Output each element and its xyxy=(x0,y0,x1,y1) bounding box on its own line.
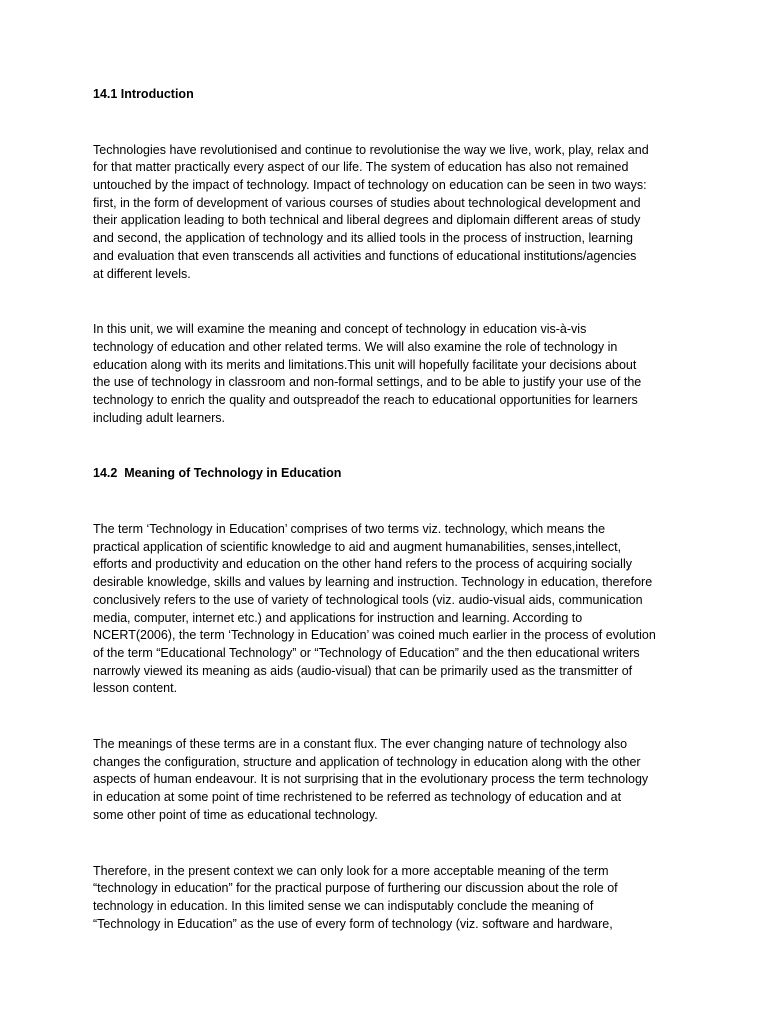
meaning-paragraph-1: The term ‘Technology in Education’ comprises of two terms viz. technology, which means the practical application of scientific knowledge to aid and augment humanabilities, senses,intellect, efforts and productivity and education on the other hand refers to the process of acquiring socially desirable knowledge, skills and values by learning and instruction. Technology in education, therefore conclusively refers to the use of variety of technological tools (viz. audio-visual aids, communication media, computer, internet etc.) and applications for instruction and learning. According to NCERT(2006), the term ‘Technology in Education’ was coined much earlier in the process of evolution of the term “Educational Technology” or “Technology of Education” and the then educational writers narrowly viewed its meaning as aids (audio-visual) that can be primarily used as the transmitter of lesson content. xyxy=(93,522,656,696)
introduction-paragraph-2: In this unit, we will examine the meaning and concept of technology in education vis-à-vis technology of education and other related terms. We will also examine the role of technology in education along with its merits and limitations.This unit will hopefully facilitate your decisions about the use of technology in classroom and non-formal settings, and to be able to justify your use of the technology to enrich the quality and outspreadof the reach to educational opportunities for learners including adult learners. xyxy=(93,322,642,425)
document-page xyxy=(93,86,683,933)
section-heading-meaning: 14.2 Meaning of Technology in Education xyxy=(93,466,342,481)
introduction-paragraph-1: Technologies have revolutionised and continue to revolutionise the way we live, work, play, relax and for that matter practically every aspect of our life. The system of education has also not remained untouched by the impact of technology. Impact of technology on education can be seen in two ways: first, in the form of development of various courses of studies about technological development and their application leading to both technical and liberal degrees and diplomain different areas of study and second, the application of technology and its allied tools in the process of instruction, learning and evaluation that even transcends all activities and functions of educational institutions/agencies at different levels. xyxy=(93,142,649,281)
meaning-paragraph-3: Therefore, in the present context we can only look for a more acceptable meaning of the term “technology in education” for the practical purpose of furthering our discussion about the role of technology in education. In this limited sense we can indisputably conclude the meaning of “Technology in Education” as the use of every form of technology (viz. software and hardware, xyxy=(93,863,618,931)
section-heading-introduction: 14.1 Introduction xyxy=(93,87,194,101)
meaning-paragraph-2: The meanings of these terms are in a constant flux. The ever changing nature of technology also changes the configuration, structure and application of technology in education along with the other aspects of human endeavour. It is not surprising that in the evolutionary process the term technology in education at some point of time rechristened to be referred as technology of education and at some other point of time as educational technology. xyxy=(93,737,649,822)
